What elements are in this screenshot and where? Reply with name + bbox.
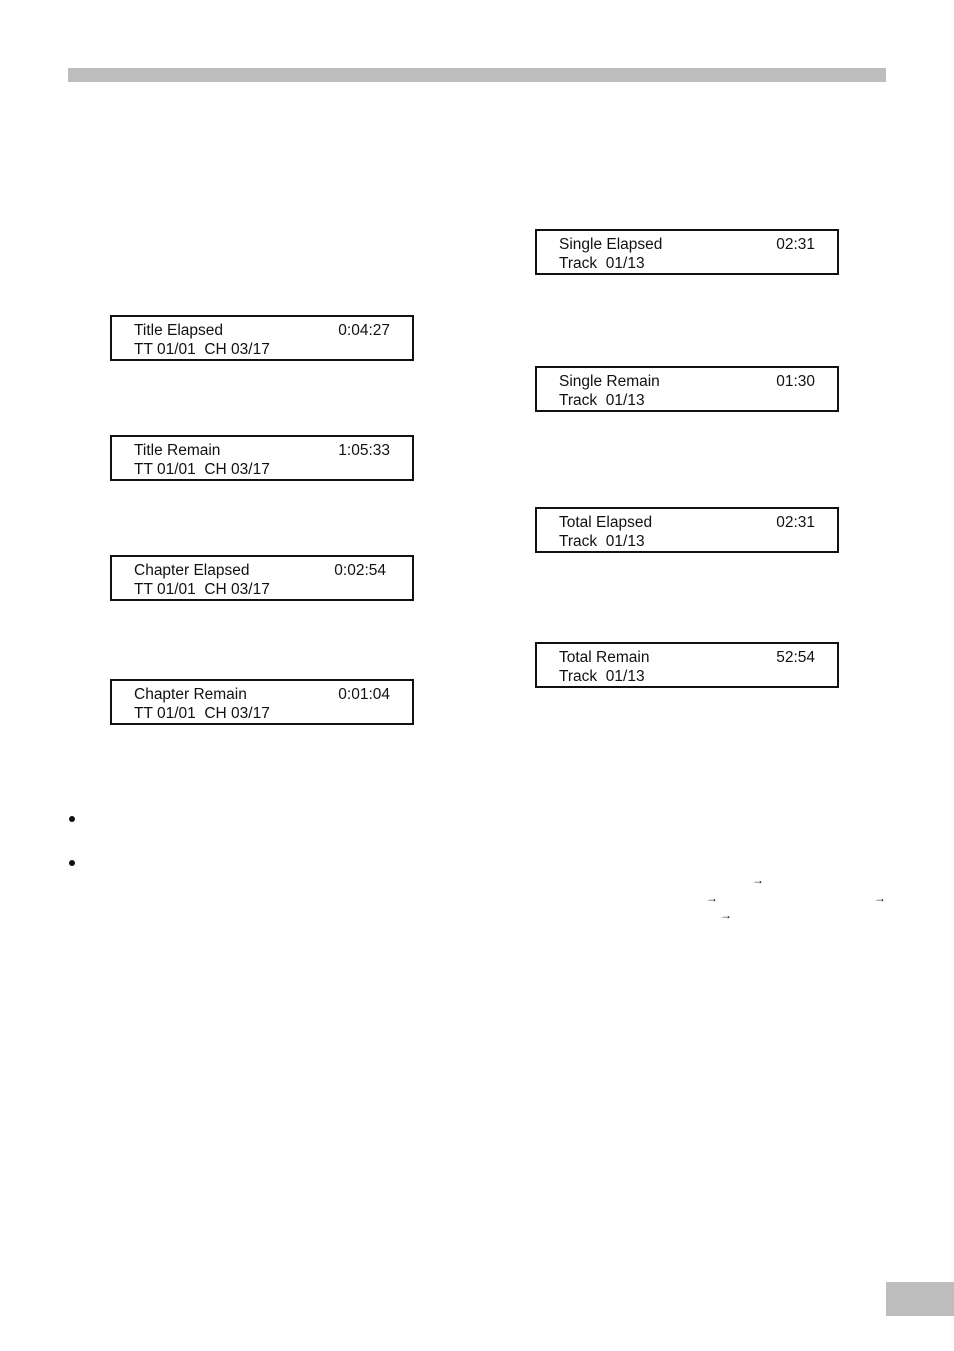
header-bar	[68, 68, 886, 82]
bullet-dot	[69, 816, 75, 822]
display-info: Track 01/13	[559, 392, 645, 409]
display-label: Title Elapsed	[134, 322, 224, 339]
display-info: Track 01/13	[559, 533, 645, 550]
arrow-right-icon: →	[874, 891, 886, 905]
display-single-remain	[535, 366, 839, 412]
display-title-remain	[110, 435, 414, 481]
arrow-right-icon: →	[720, 908, 732, 922]
bullet-dot	[69, 860, 75, 866]
display-info: TT 01/01 CH 03/17	[134, 705, 270, 722]
display-info: Track 01/13	[559, 668, 645, 685]
display-time: 52:54	[776, 649, 815, 666]
display-label: Single Remain	[559, 373, 660, 390]
arrow-right-icon: →	[752, 873, 764, 887]
display-time: 0:02:54	[334, 562, 386, 579]
display-time: 01:30	[776, 373, 815, 390]
display-info: Track 01/13	[559, 255, 645, 272]
display-chapter-remain	[110, 679, 414, 725]
display-info: TT 01/01 CH 03/17	[134, 461, 270, 478]
arrow-right-icon: →	[706, 891, 718, 905]
display-total-elapsed	[535, 507, 839, 553]
display-time: 1:05:33	[338, 442, 390, 459]
display-time: 0:04:27	[338, 322, 390, 339]
display-label: Chapter Elapsed	[134, 562, 250, 579]
display-label: Total Elapsed	[559, 514, 653, 531]
display-info: TT 01/01 CH 03/17	[134, 341, 270, 358]
display-total-remain	[535, 642, 839, 688]
display-label: Single Elapsed	[559, 236, 663, 253]
page-number-tab	[886, 1282, 954, 1316]
display-label: Chapter Remain	[134, 686, 247, 703]
display-single-elapsed	[535, 229, 839, 275]
display-time: 02:31	[776, 514, 815, 531]
display-label: Total Remain	[559, 649, 650, 666]
display-time: 0:01:04	[338, 686, 390, 703]
display-info: TT 01/01 CH 03/17	[134, 581, 270, 598]
display-title-elapsed	[110, 315, 414, 361]
display-chapter-elapsed	[110, 555, 414, 601]
display-time: 02:31	[776, 236, 815, 253]
display-label: Title Remain	[134, 442, 221, 459]
